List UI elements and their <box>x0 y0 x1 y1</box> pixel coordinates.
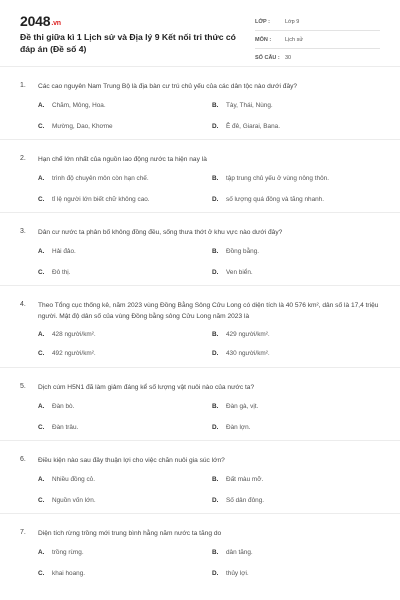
option-a[interactable]: A. Hải đảo. <box>38 248 76 255</box>
option-a[interactable]: A. Nhiều đồng cỏ. <box>38 476 95 483</box>
question-text: Các cao nguyên Nam Trung Bộ là địa bàn cư trú chủ yếu của các dân tộc nào dưới đây? <box>38 83 298 90</box>
question-list <box>0 66 400 586</box>
option-a[interactable]: A. trồng rừng. <box>38 549 84 556</box>
option-a[interactable]: A. 428 người/km². <box>38 331 96 338</box>
meta-value: 30 <box>285 54 292 61</box>
question-text: Điều kiện nào sau đây thuận lợi cho việc chăn nuôi gia súc lớn? <box>38 457 225 464</box>
option-c[interactable]: C. 492 người/km². <box>38 350 96 357</box>
option-b[interactable]: B. Đồng bằng. <box>212 248 260 255</box>
question-text: Dịch cúm H5N1 đã làm giảm đáng kể số lượng vật nuôi nào của nước ta? <box>38 384 255 391</box>
question-number: 2. <box>20 155 26 162</box>
option-a[interactable]: A. trình độ chuyên môn còn hạn chế. <box>38 175 149 182</box>
document-header <box>0 0 400 66</box>
option-d[interactable]: D. số lượng quá đông và tăng nhanh. <box>212 196 325 203</box>
question-text: Diện tích rừng trồng mới trung bình hằng năm nước ta tăng do <box>38 530 222 537</box>
meta-value: Lịch sử <box>285 36 304 43</box>
option-c[interactable]: C. Nguồn vốn lớn. <box>38 497 96 504</box>
meta-count-row <box>255 49 380 67</box>
option-d[interactable]: D. Ven biển. <box>212 269 253 276</box>
option-b[interactable]: B. 429 người/km². <box>212 331 270 338</box>
option-c[interactable]: C. Mường, Dao, Khơme <box>38 123 113 130</box>
option-b[interactable]: B. Đàn gà, vịt. <box>212 403 259 410</box>
option-d[interactable]: D. thủy lợi. <box>212 570 249 577</box>
question-3 <box>0 212 400 285</box>
question-number: 5. <box>20 383 26 390</box>
option-b[interactable]: B. Đất màu mỡ. <box>212 476 264 483</box>
question-text: Theo Tổng cục thống kê, năm 2023 vùng Đồng Bằng Sông Cửu Long có diện tích là 40 576 km², dân số là 17,4 triệu người. Mật độ dân số của vùng Đồng bằng sông Cửu Long năm 2023 là <box>38 302 379 320</box>
option-b[interactable]: B. Tày, Thái, Nùng. <box>212 102 273 109</box>
question-6 <box>0 440 400 513</box>
meta-class-row <box>255 13 380 31</box>
option-c[interactable]: C. Đàn trâu. <box>38 424 79 431</box>
question-number: 3. <box>20 228 26 235</box>
question-5 <box>0 367 400 440</box>
question-text: Hạn chế lớn nhất của nguồn lao động nước ta hiện nay là <box>38 156 207 163</box>
question-text: Dân cư nước ta phân bố không đồng đều, sống thưa thớt ở khu vực nào dưới đây? <box>38 229 283 236</box>
meta-subject-row <box>255 31 380 49</box>
meta-label: SỐ CÂU : <box>255 54 280 61</box>
question-number: 7. <box>20 529 26 536</box>
option-d[interactable]: D. Ê đê, Giarai, Bana. <box>212 123 280 130</box>
document-title: Đề thi giữa kì 1 Lịch sử và Địa lý 9 Kết nối tri thức có đáp án (Đề số 4) <box>20 32 236 54</box>
question-number: 1. <box>20 82 26 89</box>
question-number: 6. <box>20 456 26 463</box>
option-c[interactable]: C. khai hoang. <box>38 570 86 577</box>
option-b[interactable]: B. dân tăng. <box>212 549 253 556</box>
site-logo[interactable]: 2048.vn <box>20 13 61 29</box>
question-2 <box>0 139 400 212</box>
question-number: 4. <box>20 301 26 308</box>
option-c[interactable]: C. tỉ lệ người lớn biết chữ không cao. <box>38 196 150 203</box>
option-b[interactable]: B. tập trung chủ yếu ở vùng nông thôn. <box>212 175 329 182</box>
option-d[interactable]: D. 430 người/km². <box>212 350 270 357</box>
option-a[interactable]: A. Chăm, Mông, Hoa. <box>38 102 106 109</box>
option-d[interactable]: D. Số dân đông. <box>212 497 265 504</box>
question-1 <box>0 66 400 139</box>
meta-label: LỚP : <box>255 18 270 25</box>
option-a[interactable]: A. Đàn bò. <box>38 403 75 410</box>
question-4 <box>0 285 400 367</box>
option-c[interactable]: C. Đô thị. <box>38 269 71 276</box>
meta-value: Lớp 9 <box>285 18 300 25</box>
option-d[interactable]: D. Đàn lợn. <box>212 424 251 431</box>
document-meta <box>255 13 380 67</box>
question-7 <box>0 513 400 586</box>
meta-label: MÔN : <box>255 36 272 43</box>
